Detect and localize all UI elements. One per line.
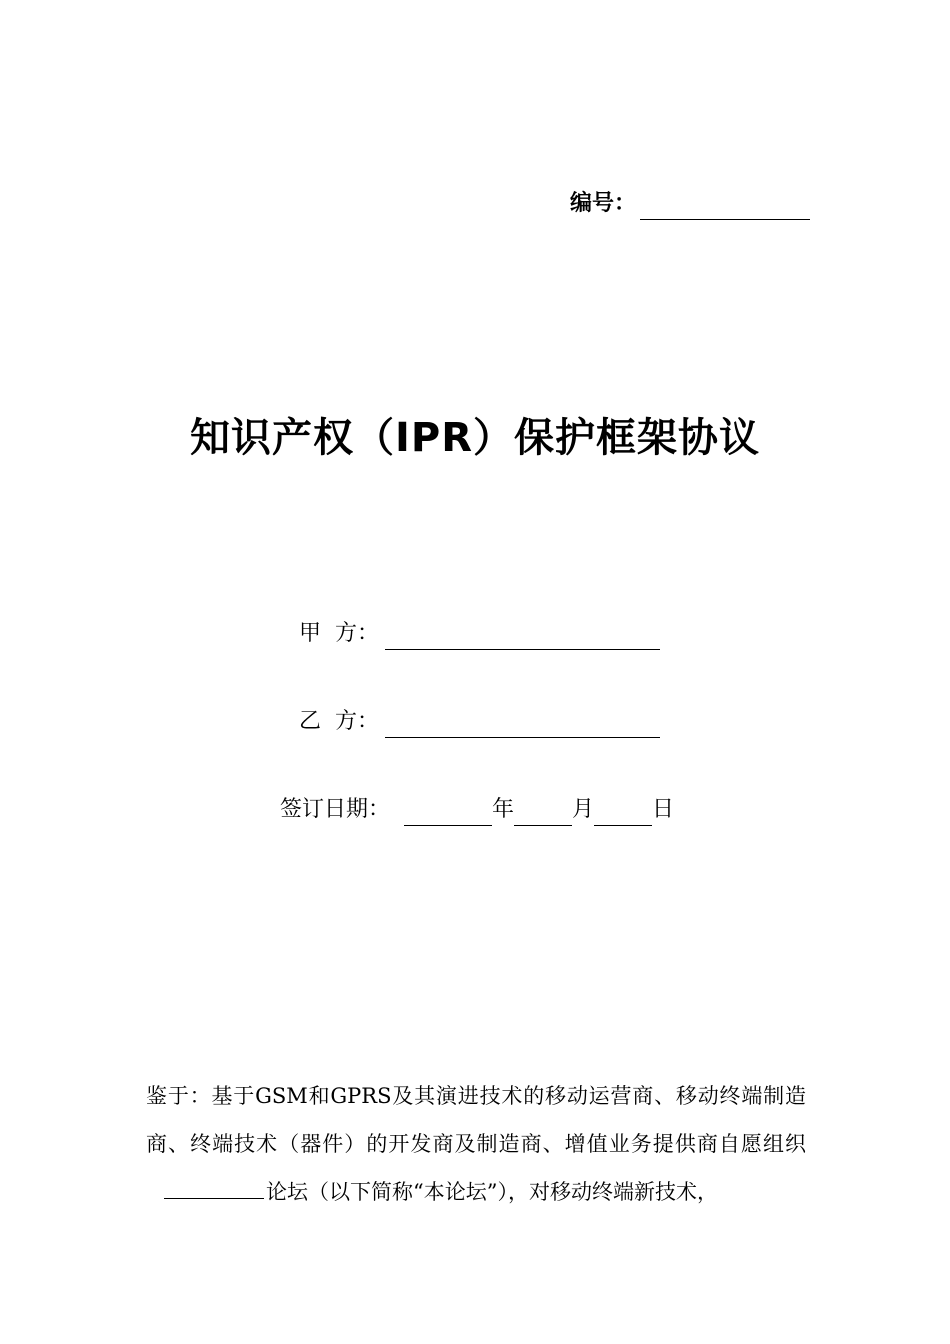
- party-b-field: [299, 706, 660, 738]
- recital-paragraph: [146, 1072, 806, 1216]
- party-a-field: [299, 618, 660, 650]
- party-a-blank[interactable]: [385, 627, 660, 650]
- serial-number-blank[interactable]: [640, 195, 810, 220]
- month-blank[interactable]: [514, 803, 572, 826]
- serial-number-label: 编号：: [570, 191, 637, 216]
- year-label: 年: [492, 797, 515, 822]
- recital-text-part2: 论坛（以下简称“本论坛”），对移动终端新技术，: [266, 1180, 718, 1204]
- day-label: 日: [652, 797, 675, 822]
- signing-date-label: 签订日期：: [280, 797, 391, 822]
- recital-text-part1: 鉴于：基于GSM和GPRS及其演进技术的移动运营商、移动终端制造商、终端技术（器件）的开发商及制造商、增值业务提供商自愿组织: [146, 1084, 806, 1156]
- day-blank[interactable]: [594, 803, 652, 826]
- party-b-label: 乙 方：: [299, 709, 379, 734]
- party-b-blank[interactable]: [385, 715, 660, 738]
- agreement-body: [146, 1072, 806, 1216]
- document-title: 知识产权（IPR）保护框架协议: [190, 415, 760, 461]
- month-label: 月: [572, 797, 595, 822]
- signing-date-field: [280, 794, 674, 826]
- serial-number-field: [570, 188, 810, 220]
- forum-name-blank[interactable]: [164, 1178, 264, 1199]
- year-blank[interactable]: [404, 803, 492, 826]
- party-a-label: 甲 方：: [299, 621, 379, 646]
